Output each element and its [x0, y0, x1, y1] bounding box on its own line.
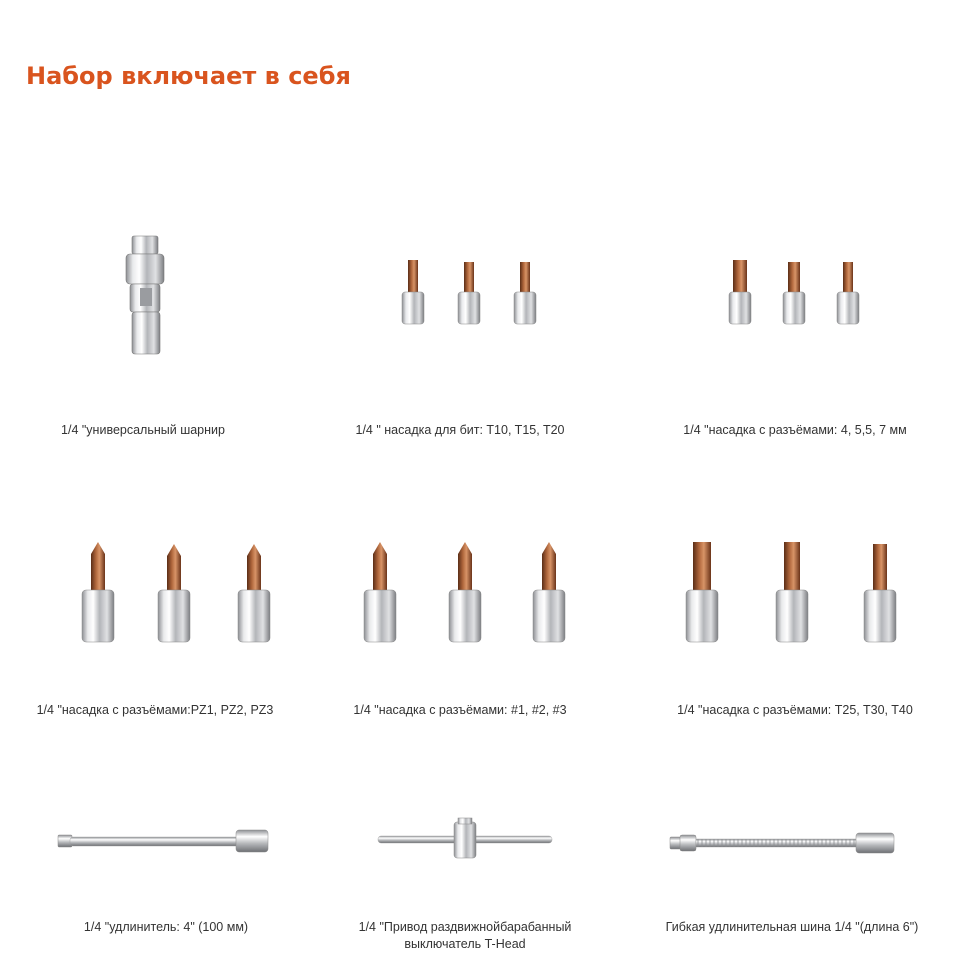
bit-socket-icon	[398, 258, 428, 326]
caption-t-handle	[330, 919, 600, 953]
universal-joint-icon	[118, 234, 174, 358]
bit-socket-icon	[358, 540, 402, 644]
page-title: Набор включает в себя	[26, 62, 351, 90]
bit-socket-icon	[858, 540, 902, 644]
extension-bar-icon	[58, 828, 270, 854]
bit-socket-icon	[724, 258, 756, 326]
caption-bit-socket-torx-large: 1/4 "насадка с разъёмами: T25, T30, T40	[677, 703, 913, 717]
bit-socket-icon	[510, 258, 540, 326]
bit-socket-icon	[76, 540, 120, 644]
caption-t-handle-line1: 1/4 "Привод раздвижнойбарабанный	[358, 920, 572, 934]
t-handle-icon	[378, 818, 554, 862]
bit-socket-icon	[454, 258, 484, 326]
caption-flexible-extension: Гибкая удлинительная шина 1/4 "(длина 6")	[665, 920, 919, 934]
bit-socket-icon	[527, 540, 571, 644]
bit-socket-icon	[232, 540, 276, 644]
bit-socket-icon	[832, 258, 864, 326]
bit-socket-icon	[443, 540, 487, 644]
bit-socket-icon	[680, 540, 724, 644]
caption-bit-socket-pozidriv: 1/4 "насадка с разъёмами:PZ1, PZ2, PZ3	[36, 703, 274, 717]
caption-universal-joint: 1/4 "универсальный шарнир	[61, 423, 225, 437]
caption-bit-socket-torx-small: 1/4 " насадка для бит: T10, T15, T20	[355, 423, 565, 437]
caption-bit-socket-phillips: 1/4 "насадка с разъёмами: #1, #2, #3	[353, 703, 567, 717]
bit-socket-icon	[778, 258, 810, 326]
bit-socket-icon	[770, 540, 814, 644]
flexible-extension-icon	[670, 830, 896, 856]
caption-t-handle-line2: выключатель T-Head	[404, 937, 526, 951]
caption-extension-bar: 1/4 "удлинитель: 4" (100 мм)	[83, 920, 249, 934]
bit-socket-icon	[152, 540, 196, 644]
caption-bit-socket-slotted: 1/4 "насадка с разъёмами: 4, 5,5, 7 мм	[683, 423, 907, 437]
